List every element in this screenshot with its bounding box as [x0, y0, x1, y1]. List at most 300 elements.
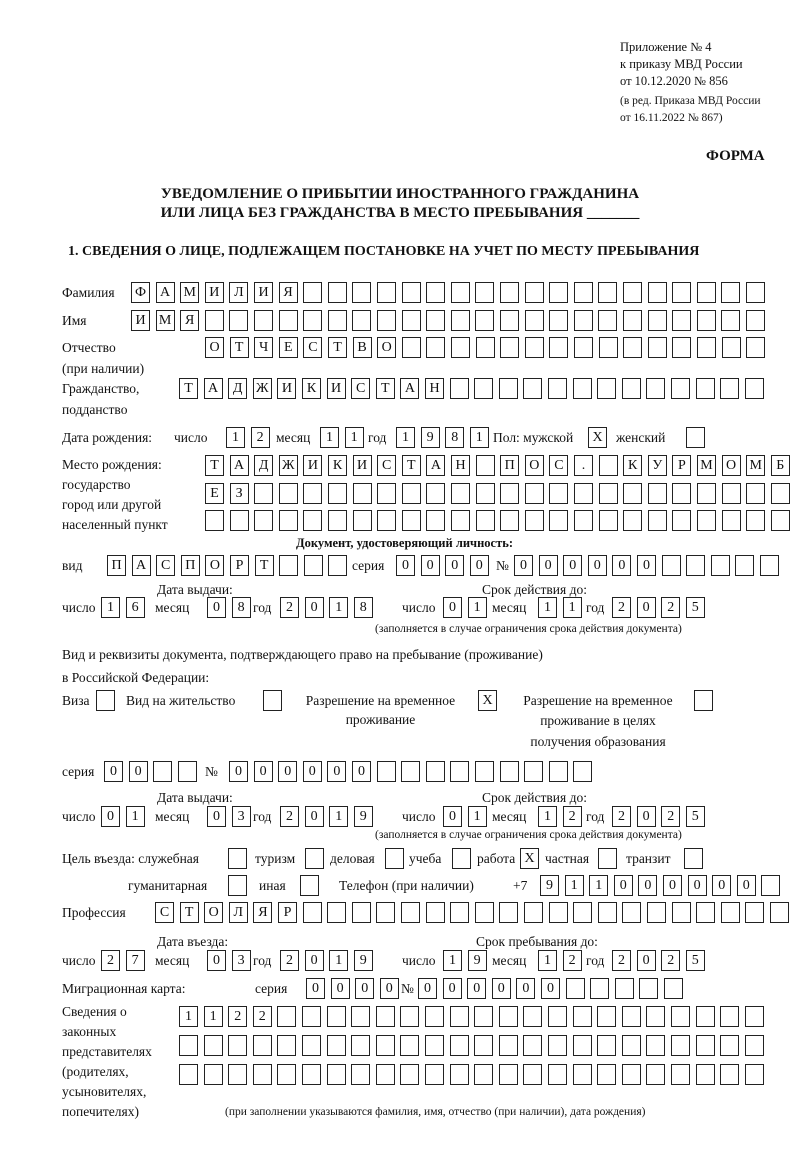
cell-entry-month[interactable]: 0: [207, 950, 226, 971]
cell-reps2[interactable]: [696, 1035, 715, 1056]
cell-birthplace3[interactable]: [648, 510, 667, 531]
cell-reps1[interactable]: [277, 1006, 296, 1027]
cell-reps3[interactable]: [671, 1064, 690, 1085]
cell-birthplace3[interactable]: [476, 510, 495, 531]
cell-birthplace2[interactable]: [525, 483, 544, 504]
cell-rd-number[interactable]: 0: [229, 761, 248, 782]
cell-birthplace3[interactable]: [771, 510, 790, 531]
cell-name[interactable]: [402, 310, 421, 331]
cell-rd-number[interactable]: [450, 761, 469, 782]
cell-phone[interactable]: 1: [565, 875, 584, 896]
cell-citizenship[interactable]: Н: [425, 378, 444, 399]
cell-birthplace2[interactable]: [426, 483, 445, 504]
cell-surname[interactable]: [402, 282, 421, 303]
cell-surname[interactable]: [500, 282, 519, 303]
cell-mc-series[interactable]: 0: [380, 978, 399, 999]
cell-birth-year[interactable]: 1: [470, 427, 489, 448]
cell-birthplace3[interactable]: [549, 510, 568, 531]
cell-reps3[interactable]: [597, 1064, 616, 1085]
cell-birthplace2[interactable]: [623, 483, 642, 504]
cell-rd-issue-day[interactable]: 1: [126, 806, 145, 827]
cell-patronymic[interactable]: [599, 337, 618, 358]
cell-id-valid-day[interactable]: 0: [443, 597, 462, 618]
cell-rd-issue-year[interactable]: 9: [354, 806, 373, 827]
cell-profession[interactable]: [622, 902, 641, 923]
cell-phone[interactable]: 1: [589, 875, 608, 896]
cell-birth-day[interactable]: 1: [226, 427, 245, 448]
cell-surname[interactable]: [648, 282, 667, 303]
cell-rd-number[interactable]: [500, 761, 519, 782]
cell-reps3[interactable]: [720, 1064, 739, 1085]
cell-birthplace1[interactable]: А: [426, 455, 445, 476]
cell-surname[interactable]: [697, 282, 716, 303]
cell-surname[interactable]: [475, 282, 494, 303]
cell-citizenship[interactable]: [548, 378, 567, 399]
cell-citizenship[interactable]: [573, 378, 592, 399]
cell-birthplace3[interactable]: [574, 510, 593, 531]
cell-birthplace1[interactable]: Р: [672, 455, 691, 476]
cell-mc-series[interactable]: 0: [306, 978, 325, 999]
checkbox-p-transit[interactable]: [684, 848, 703, 869]
cell-profession[interactable]: [598, 902, 617, 923]
cell-profession[interactable]: С: [155, 902, 174, 923]
cell-rd-number[interactable]: 0: [254, 761, 273, 782]
cell-profession[interactable]: О: [204, 902, 223, 923]
cell-id-series[interactable]: 0: [470, 555, 489, 576]
cell-patronymic[interactable]: О: [377, 337, 396, 358]
cell-surname[interactable]: А: [156, 282, 175, 303]
cell-id-kind[interactable]: [328, 555, 347, 576]
cell-birthplace1[interactable]: П: [500, 455, 519, 476]
cell-citizenship[interactable]: Т: [376, 378, 395, 399]
cell-rd-valid-month[interactable]: 2: [563, 806, 582, 827]
cell-name[interactable]: М: [156, 310, 175, 331]
cell-mc-series[interactable]: 0: [355, 978, 374, 999]
cell-birthplace3[interactable]: [353, 510, 372, 531]
cell-surname[interactable]: [426, 282, 445, 303]
cell-id-number[interactable]: 0: [563, 555, 582, 576]
cell-surname[interactable]: [352, 282, 371, 303]
cell-reps1[interactable]: 2: [253, 1006, 272, 1027]
cell-profession[interactable]: Т: [180, 902, 199, 923]
cell-birthplace2[interactable]: [279, 483, 298, 504]
cell-birthplace1[interactable]: И: [303, 455, 322, 476]
cell-id-kind[interactable]: А: [132, 555, 151, 576]
cell-birthplace2[interactable]: [451, 483, 470, 504]
cell-phone[interactable]: 0: [614, 875, 633, 896]
cell-birthplace3[interactable]: [254, 510, 273, 531]
cell-id-series[interactable]: 0: [396, 555, 415, 576]
cell-reps2[interactable]: [179, 1035, 198, 1056]
cell-stay-year[interactable]: 2: [612, 950, 631, 971]
cell-birthplace2[interactable]: [328, 483, 347, 504]
cell-birthplace2[interactable]: [476, 483, 495, 504]
cell-entry-year[interactable]: 2: [280, 950, 299, 971]
cell-rd-valid-year[interactable]: 2: [661, 806, 680, 827]
cell-profession[interactable]: [499, 902, 518, 923]
cell-patronymic[interactable]: [500, 337, 519, 358]
cell-patronymic[interactable]: Е: [279, 337, 298, 358]
cell-rd-number[interactable]: 0: [327, 761, 346, 782]
cell-patronymic[interactable]: [722, 337, 741, 358]
cell-profession[interactable]: [770, 902, 789, 923]
cell-mc-series[interactable]: 0: [331, 978, 350, 999]
cell-birthplace2[interactable]: [303, 483, 322, 504]
cell-id-number[interactable]: 0: [588, 555, 607, 576]
cell-birthplace2[interactable]: [746, 483, 765, 504]
cell-reps2[interactable]: [573, 1035, 592, 1056]
cell-reps2[interactable]: [400, 1035, 419, 1056]
cell-birthplace2[interactable]: З: [230, 483, 249, 504]
cell-mc-number[interactable]: 0: [541, 978, 560, 999]
cell-mc-number[interactable]: [639, 978, 658, 999]
cell-citizenship[interactable]: [597, 378, 616, 399]
cell-reps3[interactable]: [277, 1064, 296, 1085]
cell-birthplace3[interactable]: [230, 510, 249, 531]
cell-birthplace3[interactable]: [279, 510, 298, 531]
cell-reps3[interactable]: [646, 1064, 665, 1085]
cell-id-number[interactable]: [735, 555, 754, 576]
cell-birthplace3[interactable]: [697, 510, 716, 531]
cell-surname[interactable]: [623, 282, 642, 303]
cell-reps2[interactable]: [253, 1035, 272, 1056]
cell-surname[interactable]: [451, 282, 470, 303]
cell-patronymic[interactable]: [672, 337, 691, 358]
cell-entry-day[interactable]: 2: [101, 950, 120, 971]
cell-phone[interactable]: 0: [663, 875, 682, 896]
cell-name[interactable]: [205, 310, 224, 331]
cell-profession[interactable]: [450, 902, 469, 923]
cell-reps2[interactable]: [671, 1035, 690, 1056]
cell-mc-number[interactable]: 0: [418, 978, 437, 999]
cell-citizenship[interactable]: И: [327, 378, 346, 399]
cell-profession[interactable]: [524, 902, 543, 923]
checkbox-p-service[interactable]: [228, 848, 247, 869]
cell-reps2[interactable]: [622, 1035, 641, 1056]
cell-birthplace2[interactable]: [402, 483, 421, 504]
cell-reps1[interactable]: [474, 1006, 493, 1027]
cell-reps1[interactable]: 1: [204, 1006, 223, 1027]
cell-birth-month[interactable]: 1: [320, 427, 339, 448]
cell-name[interactable]: [598, 310, 617, 331]
cell-id-valid-year[interactable]: 2: [661, 597, 680, 618]
cell-birthplace1[interactable]: [476, 455, 495, 476]
cell-rd-number[interactable]: [475, 761, 494, 782]
cell-birthplace1[interactable]: [599, 455, 618, 476]
cell-birthplace1[interactable]: О: [722, 455, 741, 476]
cell-id-valid-month[interactable]: 1: [563, 597, 582, 618]
cell-birthplace2[interactable]: [549, 483, 568, 504]
cell-id-kind[interactable]: С: [156, 555, 175, 576]
cell-rd-valid-year[interactable]: 5: [686, 806, 705, 827]
cell-id-kind[interactable]: [304, 555, 323, 576]
cell-stay-year[interactable]: 0: [637, 950, 656, 971]
cell-birthplace2[interactable]: [353, 483, 372, 504]
cell-birthplace3[interactable]: [672, 510, 691, 531]
cell-profession[interactable]: [573, 902, 592, 923]
cell-birthplace1[interactable]: Н: [451, 455, 470, 476]
cell-id-issue-year[interactable]: 2: [280, 597, 299, 618]
cell-patronymic[interactable]: [525, 337, 544, 358]
cell-id-issue-year[interactable]: 8: [354, 597, 373, 618]
cell-id-kind[interactable]: Т: [255, 555, 274, 576]
cell-reps2[interactable]: [204, 1035, 223, 1056]
cell-rd-number[interactable]: [426, 761, 445, 782]
cell-id-issue-month[interactable]: 8: [232, 597, 251, 618]
cell-reps1[interactable]: 1: [179, 1006, 198, 1027]
cell-name[interactable]: [229, 310, 248, 331]
cell-surname[interactable]: Л: [229, 282, 248, 303]
cell-patronymic[interactable]: Т: [230, 337, 249, 358]
cell-rd-valid-year[interactable]: 0: [637, 806, 656, 827]
cell-profession[interactable]: [376, 902, 395, 923]
cell-birthplace2[interactable]: [254, 483, 273, 504]
cell-reps2[interactable]: [228, 1035, 247, 1056]
cell-reps3[interactable]: [745, 1064, 764, 1085]
cell-mc-number[interactable]: 0: [492, 978, 511, 999]
cell-patronymic[interactable]: [402, 337, 421, 358]
checkbox-p-tourism[interactable]: [305, 848, 324, 869]
cell-patronymic[interactable]: О: [205, 337, 224, 358]
cell-rd-number[interactable]: [401, 761, 420, 782]
cell-id-issue-day[interactable]: 6: [126, 597, 145, 618]
cell-birth-day[interactable]: 2: [251, 427, 270, 448]
cell-mc-number[interactable]: [664, 978, 683, 999]
cell-id-issue-month[interactable]: 0: [207, 597, 226, 618]
cell-reps2[interactable]: [499, 1035, 518, 1056]
cell-phone[interactable]: 0: [737, 875, 756, 896]
cell-surname[interactable]: [598, 282, 617, 303]
cell-reps2[interactable]: [327, 1035, 346, 1056]
cell-reps3[interactable]: [425, 1064, 444, 1085]
cell-birthplace3[interactable]: [525, 510, 544, 531]
cell-birthplace3[interactable]: [623, 510, 642, 531]
cell-profession[interactable]: Л: [229, 902, 248, 923]
cell-patronymic[interactable]: [648, 337, 667, 358]
cell-stay-month[interactable]: 2: [563, 950, 582, 971]
cell-birthplace3[interactable]: [746, 510, 765, 531]
cell-profession[interactable]: [401, 902, 420, 923]
cell-rd-number[interactable]: 0: [352, 761, 371, 782]
cell-patronymic[interactable]: В: [353, 337, 372, 358]
cell-birthplace3[interactable]: [303, 510, 322, 531]
cell-reps3[interactable]: [548, 1064, 567, 1085]
cell-id-valid-month[interactable]: 1: [538, 597, 557, 618]
cell-reps2[interactable]: [745, 1035, 764, 1056]
cell-id-series[interactable]: 0: [445, 555, 464, 576]
cell-reps3[interactable]: [400, 1064, 419, 1085]
cell-rd-number[interactable]: [549, 761, 568, 782]
cell-rd-series[interactable]: [178, 761, 197, 782]
cell-id-valid-year[interactable]: 0: [637, 597, 656, 618]
cell-birthplace3[interactable]: [500, 510, 519, 531]
cell-birthplace2[interactable]: Е: [205, 483, 224, 504]
cell-rd-issue-month[interactable]: 3: [232, 806, 251, 827]
checkbox-p-humanitarian[interactable]: [228, 875, 247, 896]
cell-profession[interactable]: [426, 902, 445, 923]
cell-mc-number[interactable]: [615, 978, 634, 999]
cell-name[interactable]: [623, 310, 642, 331]
cell-profession[interactable]: [672, 902, 691, 923]
cell-reps2[interactable]: [548, 1035, 567, 1056]
cell-citizenship[interactable]: [474, 378, 493, 399]
cell-profession[interactable]: [327, 902, 346, 923]
cell-patronymic[interactable]: [451, 337, 470, 358]
cell-id-number[interactable]: 0: [539, 555, 558, 576]
cell-name[interactable]: Я: [180, 310, 199, 331]
cell-citizenship[interactable]: А: [400, 378, 419, 399]
cell-reps1[interactable]: [351, 1006, 370, 1027]
cell-surname[interactable]: [303, 282, 322, 303]
cell-reps3[interactable]: [450, 1064, 469, 1085]
cell-profession[interactable]: [721, 902, 740, 923]
cell-id-number[interactable]: [760, 555, 779, 576]
checkbox-p-private[interactable]: [598, 848, 617, 869]
cell-profession[interactable]: Я: [253, 902, 272, 923]
cell-id-issue-year[interactable]: 1: [329, 597, 348, 618]
cell-rd-issue-year[interactable]: 2: [280, 806, 299, 827]
cell-id-number[interactable]: 0: [637, 555, 656, 576]
cell-name[interactable]: [500, 310, 519, 331]
cell-citizenship[interactable]: К: [302, 378, 321, 399]
cell-id-number[interactable]: [711, 555, 730, 576]
cell-surname[interactable]: М: [180, 282, 199, 303]
cell-profession[interactable]: [647, 902, 666, 923]
cell-birthplace3[interactable]: [328, 510, 347, 531]
cell-profession[interactable]: [352, 902, 371, 923]
cell-reps3[interactable]: [351, 1064, 370, 1085]
cell-reps1[interactable]: 2: [228, 1006, 247, 1027]
cell-phone[interactable]: 0: [712, 875, 731, 896]
cell-id-kind[interactable]: Р: [230, 555, 249, 576]
cell-citizenship[interactable]: С: [351, 378, 370, 399]
cell-id-kind[interactable]: О: [205, 555, 224, 576]
cell-id-series[interactable]: 0: [421, 555, 440, 576]
cell-name[interactable]: [254, 310, 273, 331]
cell-reps2[interactable]: [523, 1035, 542, 1056]
cell-reps1[interactable]: [745, 1006, 764, 1027]
cell-reps1[interactable]: [696, 1006, 715, 1027]
cell-reps2[interactable]: [720, 1035, 739, 1056]
cell-birthplace1[interactable]: М: [746, 455, 765, 476]
cell-birthplace2[interactable]: [771, 483, 790, 504]
cell-name[interactable]: [574, 310, 593, 331]
cell-birth-year[interactable]: 1: [396, 427, 415, 448]
cell-rd-number[interactable]: 0: [303, 761, 322, 782]
cell-surname[interactable]: [525, 282, 544, 303]
cell-citizenship[interactable]: Т: [179, 378, 198, 399]
cell-profession[interactable]: [475, 902, 494, 923]
cell-rd-valid-day[interactable]: 0: [443, 806, 462, 827]
cell-surname[interactable]: [574, 282, 593, 303]
cell-reps1[interactable]: [376, 1006, 395, 1027]
cell-rd-number[interactable]: [573, 761, 592, 782]
cell-phone[interactable]: 9: [540, 875, 559, 896]
cell-patronymic[interactable]: [549, 337, 568, 358]
cell-birthplace1[interactable]: А: [230, 455, 249, 476]
cell-reps1[interactable]: [597, 1006, 616, 1027]
cell-birthplace1[interactable]: .: [574, 455, 593, 476]
cell-stay-year[interactable]: 2: [661, 950, 680, 971]
cell-profession[interactable]: [696, 902, 715, 923]
cell-id-valid-year[interactable]: 2: [612, 597, 631, 618]
cell-reps3[interactable]: [499, 1064, 518, 1085]
cell-citizenship[interactable]: [646, 378, 665, 399]
cell-name[interactable]: [328, 310, 347, 331]
cell-birthplace3[interactable]: [402, 510, 421, 531]
cell-entry-year[interactable]: 1: [329, 950, 348, 971]
cell-reps3[interactable]: [696, 1064, 715, 1085]
cell-id-valid-year[interactable]: 5: [686, 597, 705, 618]
cell-rd-number[interactable]: [377, 761, 396, 782]
cell-reps3[interactable]: [327, 1064, 346, 1085]
cell-id-number[interactable]: [686, 555, 705, 576]
cell-reps1[interactable]: [671, 1006, 690, 1027]
cell-birthplace2[interactable]: [697, 483, 716, 504]
cell-birthplace1[interactable]: О: [525, 455, 544, 476]
cell-citizenship[interactable]: [720, 378, 739, 399]
cell-birthplace3[interactable]: [451, 510, 470, 531]
cell-patronymic[interactable]: [623, 337, 642, 358]
cell-patronymic[interactable]: [746, 337, 765, 358]
cell-reps1[interactable]: [720, 1006, 739, 1027]
cell-citizenship[interactable]: А: [204, 378, 223, 399]
cell-patronymic[interactable]: Т: [328, 337, 347, 358]
cell-citizenship[interactable]: [523, 378, 542, 399]
cell-mc-number[interactable]: 0: [467, 978, 486, 999]
cell-citizenship[interactable]: [499, 378, 518, 399]
cell-patronymic[interactable]: [574, 337, 593, 358]
cell-name[interactable]: [746, 310, 765, 331]
cell-birthplace1[interactable]: С: [549, 455, 568, 476]
cell-reps1[interactable]: [573, 1006, 592, 1027]
cell-surname[interactable]: Я: [279, 282, 298, 303]
cell-entry-day[interactable]: 7: [126, 950, 145, 971]
cell-reps2[interactable]: [351, 1035, 370, 1056]
cell-name[interactable]: [721, 310, 740, 331]
cell-stay-day[interactable]: 9: [468, 950, 487, 971]
cell-birthplace1[interactable]: Б: [771, 455, 790, 476]
cell-stay-day[interactable]: 1: [443, 950, 462, 971]
cell-id-valid-day[interactable]: 1: [468, 597, 487, 618]
cell-profession[interactable]: Р: [278, 902, 297, 923]
cell-phone[interactable]: 0: [638, 875, 657, 896]
cell-birthplace2[interactable]: [377, 483, 396, 504]
cell-birthplace1[interactable]: Д: [254, 455, 273, 476]
checkbox-visa[interactable]: [96, 690, 115, 711]
cell-reps3[interactable]: [302, 1064, 321, 1085]
cell-birthplace2[interactable]: [722, 483, 741, 504]
cell-mc-number[interactable]: 0: [443, 978, 462, 999]
checkbox-trp-edu[interactable]: [694, 690, 713, 711]
cell-surname[interactable]: [721, 282, 740, 303]
cell-rd-series[interactable]: 0: [104, 761, 123, 782]
cell-rd-series[interactable]: [153, 761, 172, 782]
cell-birthplace1[interactable]: К: [623, 455, 642, 476]
cell-name[interactable]: [377, 310, 396, 331]
cell-rd-series[interactable]: 0: [129, 761, 148, 782]
cell-birthplace1[interactable]: К: [328, 455, 347, 476]
cell-stay-month[interactable]: 1: [538, 950, 557, 971]
cell-reps1[interactable]: [548, 1006, 567, 1027]
cell-birthplace3[interactable]: [205, 510, 224, 531]
cell-birthplace2[interactable]: [672, 483, 691, 504]
cell-reps3[interactable]: [523, 1064, 542, 1085]
cell-rd-issue-day[interactable]: 0: [101, 806, 120, 827]
cell-birth-year[interactable]: 9: [421, 427, 440, 448]
cell-surname[interactable]: [672, 282, 691, 303]
checkbox-p-business[interactable]: [385, 848, 404, 869]
